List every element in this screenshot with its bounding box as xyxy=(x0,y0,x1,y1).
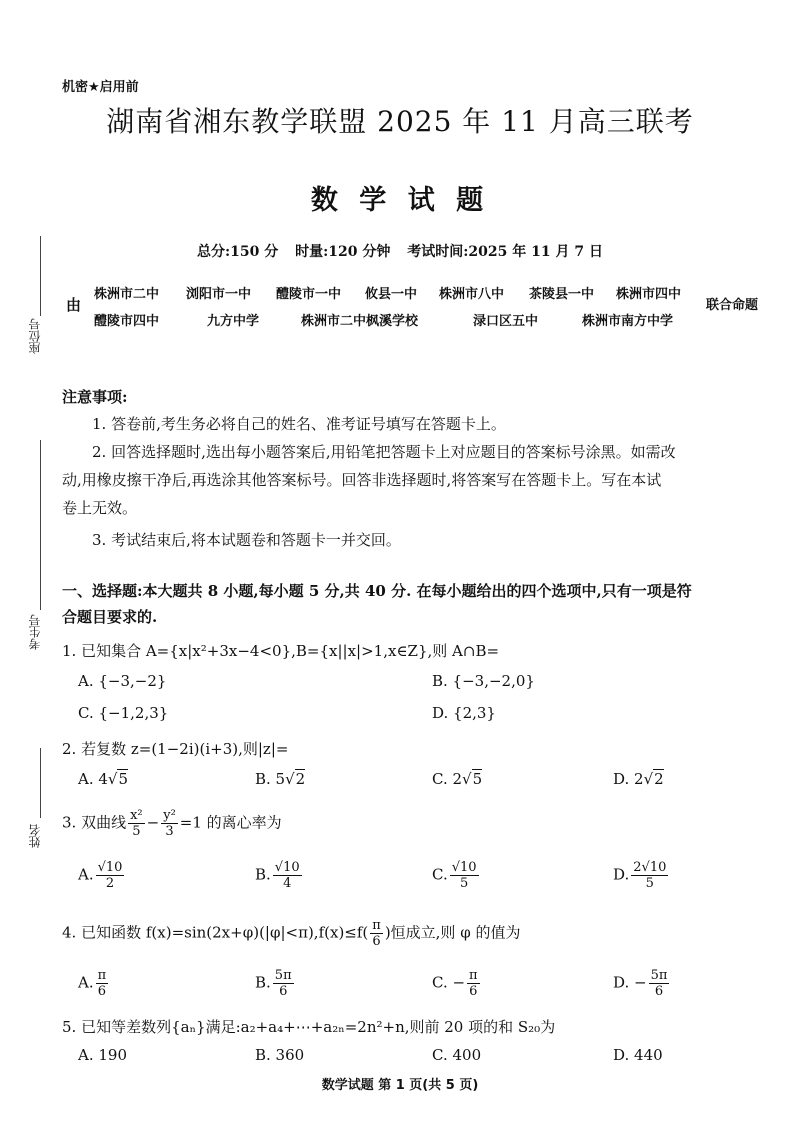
q3-option-a xyxy=(78,860,126,891)
fraction xyxy=(631,860,668,891)
q3-option-c xyxy=(432,860,481,891)
school-name: 醴陵市四中 xyxy=(94,314,160,329)
question-2-stem: 2. 若复数 z=(1−2i)(i+3),则|z|= xyxy=(62,740,289,758)
school-name: 茶陵县一中 xyxy=(529,287,595,302)
denominator: 6 xyxy=(469,984,478,999)
q4-option-a xyxy=(78,968,110,999)
option-text: D. 2 xyxy=(613,770,644,788)
notice-item: 3. 考试结束后,将本试题卷和答题卡一并交回。 xyxy=(92,531,401,549)
q1-option-c: C. {−1,2,3} xyxy=(78,704,169,722)
q1-option-a: A. {−3,−2} xyxy=(78,672,167,690)
fraction xyxy=(467,968,480,999)
numerator: √10 xyxy=(274,860,300,875)
fraction xyxy=(128,808,145,839)
q5-option-a: A. 190 xyxy=(78,1046,127,1064)
stem-text: 3. 双曲线 xyxy=(62,813,127,832)
notice-item: 2. 回答选择题时,选出每小题答案后,用铅笔把答题卡上对应题目的答案标号涂黑。如需改 xyxy=(92,443,676,461)
school-name: 株洲市南方中学 xyxy=(582,314,674,329)
binding-line xyxy=(40,440,41,610)
notice-item: 1. 答卷前,考生务必将自己的姓名、准考证号填写在答题卡上。 xyxy=(92,415,506,433)
denominator: 2 xyxy=(105,876,115,891)
binding-line xyxy=(40,748,41,818)
joint-proposition: 联合命题 xyxy=(706,298,759,313)
option-label: C. xyxy=(432,865,448,884)
option-text: C. 2 xyxy=(432,770,463,788)
denominator: 6 xyxy=(372,934,381,949)
radicand: 5 xyxy=(472,770,483,788)
question-4-stem xyxy=(62,918,520,949)
section-heading: 合题目要求的. xyxy=(62,608,158,626)
denominator: 5 xyxy=(645,876,654,891)
seat-number-label: 座位号 xyxy=(28,318,42,354)
notice-item: 动,用橡皮擦干净后,再选涂其他答案标号。回答非选择题时,将答案写在答题卡上。写在本试 xyxy=(62,471,662,489)
minus-sign: − xyxy=(146,813,160,832)
school-name: 攸县一中 xyxy=(365,287,418,302)
numerator: √10 xyxy=(97,860,123,875)
subject-title: 数 学 试 题 xyxy=(310,185,490,216)
stem-text: 4. 已知函数 f(x)=sin(2x+φ)(|φ|<π),f(x)≤f( xyxy=(62,923,369,942)
school-name: 株洲市二中枫溪学校 xyxy=(301,314,419,329)
numerator: 5π xyxy=(274,968,292,983)
denominator: 5 xyxy=(132,824,141,839)
q4-option-c xyxy=(432,968,482,999)
option-label: B. xyxy=(255,865,271,884)
option-label: D. xyxy=(613,865,630,884)
name-label: 姓名 xyxy=(28,824,42,848)
school-name: 渌口区五中 xyxy=(473,314,539,329)
denominator: 3 xyxy=(165,824,174,839)
numerator: 5π xyxy=(650,968,668,983)
q1-option-d: D. {2,3} xyxy=(432,704,496,722)
q5-option-b: B. 360 xyxy=(255,1046,305,1064)
numerator: π xyxy=(372,918,381,933)
fraction xyxy=(96,860,125,891)
fraction xyxy=(273,860,302,891)
question-1-stem: 1. 已知集合 A={x|x²+3x−4<0},B={x||x|>1,x∈Z},则 A∩B= xyxy=(62,642,500,660)
q4-option-d xyxy=(613,968,671,999)
total-score: 总分:150 分 xyxy=(196,244,279,260)
schools-prefix: 由 xyxy=(66,296,82,314)
q2-option-c: C. 2√5 xyxy=(432,770,483,788)
denominator: 6 xyxy=(97,984,107,999)
denominator: 5 xyxy=(459,876,469,891)
option-text: B. 5 xyxy=(255,770,286,788)
option-label: A. xyxy=(78,973,94,992)
exam-title: 湖南省湘东教学联盟 2025 年 11 月高三联考 xyxy=(106,105,694,138)
option-label: D. − xyxy=(613,973,647,992)
numerator: 2√10 xyxy=(633,860,667,875)
fraction xyxy=(649,968,670,999)
radicand: 2 xyxy=(654,770,664,788)
fraction xyxy=(370,918,383,949)
denominator: 4 xyxy=(283,876,292,891)
school-name: 株洲市二中 xyxy=(94,287,160,302)
stem-text: =1 的离心率为 xyxy=(179,813,282,832)
exam-date: 考试时间:2025 年 11 月 7 日 xyxy=(407,244,603,260)
question-5-stem: 5. 已知等差数列{aₙ}满足:a₂+a₄+⋯+a₂ₙ=2n²+n,则前 20 项的和 S₂₀为 xyxy=(62,1018,556,1036)
option-label: A. xyxy=(78,865,94,884)
q5-option-c: C. 400 xyxy=(432,1046,482,1064)
confidential-label: 机密★启用前 xyxy=(62,80,139,95)
option-label: C. − xyxy=(432,973,466,992)
numerator: √10 xyxy=(451,860,477,875)
page-footer: 数学试题 第 1 页(共 5 页) xyxy=(321,1078,479,1093)
school-name: 株洲市八中 xyxy=(439,287,505,302)
stem-text: )恒成立,则 φ 的值为 xyxy=(384,923,521,942)
numerator: π xyxy=(469,968,478,983)
section-heading: 一、选择题:本大题共 8 小题,每小题 5 分,共 40 分. 在每小题给出的四个选项中,只有一项是符 xyxy=(62,582,692,600)
option-label: B. xyxy=(255,973,271,992)
q4-option-b xyxy=(255,968,296,999)
fraction xyxy=(450,860,479,891)
school-name: 九方中学 xyxy=(207,314,260,329)
notice-title: 注意事项: xyxy=(62,388,128,406)
fraction xyxy=(273,968,294,999)
q5-option-d: D. 440 xyxy=(613,1046,663,1064)
notice-item: 卷上无效。 xyxy=(62,499,138,517)
q1-option-b: B. {−3,−2,0} xyxy=(432,672,535,690)
fraction xyxy=(161,808,178,839)
binding-line xyxy=(40,236,41,316)
school-name: 株洲市四中 xyxy=(616,287,682,302)
fraction xyxy=(96,968,109,999)
exam-meta xyxy=(0,241,800,261)
exam-number-label: 考生号 xyxy=(28,614,42,650)
school-name: 醴陵市一中 xyxy=(276,287,342,302)
denominator: 6 xyxy=(654,984,664,999)
numerator: π xyxy=(97,968,107,983)
q3-option-b xyxy=(255,860,304,891)
radicand: 5 xyxy=(118,770,129,788)
numerator: y² xyxy=(163,808,176,823)
q2-option-d: D. 2√2 xyxy=(613,770,664,788)
q3-option-d xyxy=(613,860,670,891)
denominator: 6 xyxy=(279,984,288,999)
duration: 时量:120 分钟 xyxy=(295,244,391,260)
question-3-stem xyxy=(62,808,282,839)
school-name: 浏阳市一中 xyxy=(186,287,252,302)
q2-option-a: A. 4√5 xyxy=(78,770,129,788)
option-text: A. 4 xyxy=(78,770,108,788)
q2-option-b: B. 5√2 xyxy=(255,770,306,788)
radicand: 2 xyxy=(295,770,306,788)
numerator: x² xyxy=(130,808,143,823)
